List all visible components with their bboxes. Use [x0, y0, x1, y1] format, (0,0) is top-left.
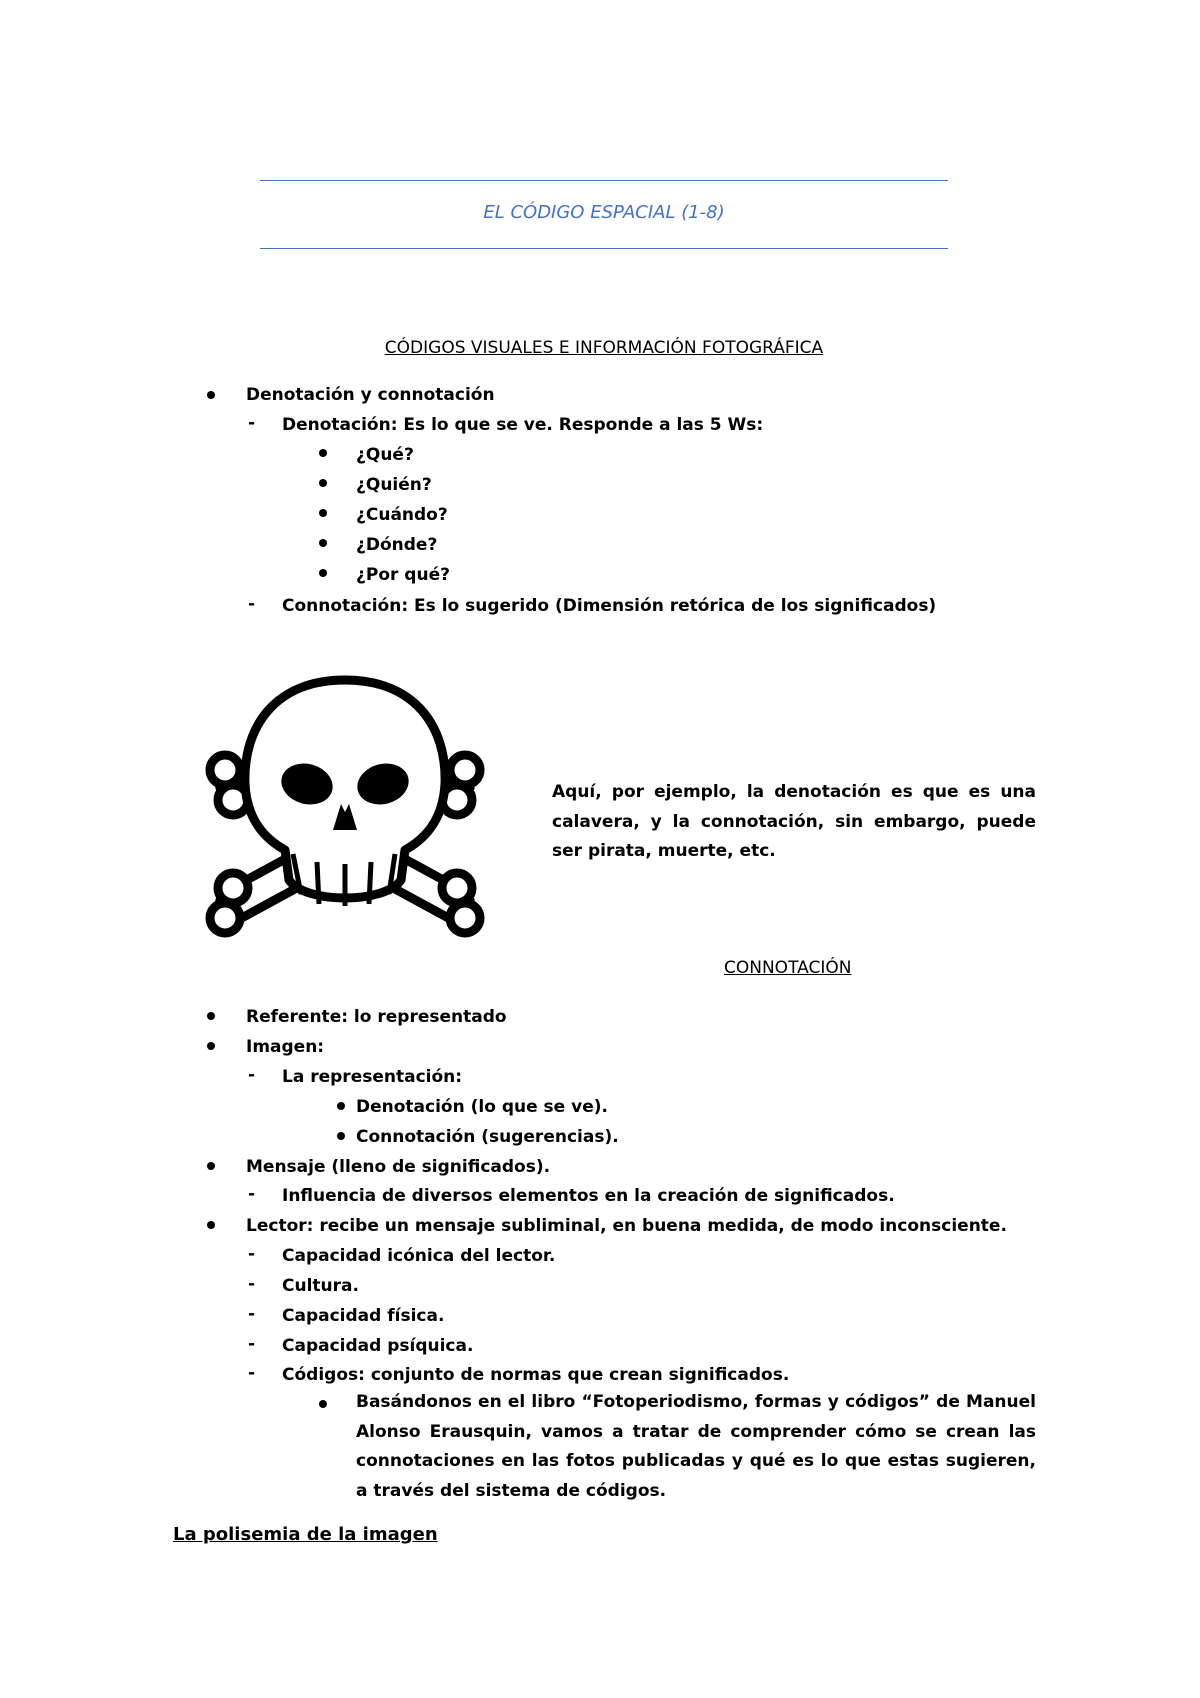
ws-item-que: ¿Qué?: [356, 445, 414, 465]
lector-item-capacidad-iconica: Capacidad icónica del lector.: [282, 1246, 556, 1266]
list-item-denotacion-connotacion: Denotación y connotación: [246, 385, 495, 405]
list-item-lector: Lector: recibe un mensaje subliminal, en buena medida, de modo inconsciente.: [246, 1216, 1007, 1236]
ws-item-cuando: ¿Cuándo?: [356, 505, 448, 525]
bullet-icon: [207, 391, 215, 399]
dash-marker: -: [248, 1334, 256, 1354]
lector-item-cultura: Cultura.: [282, 1276, 359, 1296]
dash-marker: -: [248, 1304, 256, 1324]
bullet-icon: [337, 1102, 345, 1110]
section-heading-codigos: CÓDIGOS VISUALES E INFORMACIÓN FOTOGRÁFICA: [384, 338, 824, 358]
paragraph-basandonos: Basándonos en el libro “Fotoperiodismo, formas y códigos” de Manuel Alonso Erausquin, vamos a tratar de comprender cómo se crean las connotaciones en las fotos publicadas y qué es lo que estas sugieren, a través del sistema de códigos.: [356, 1392, 1036, 1501]
bullet-icon: [207, 1221, 215, 1229]
list-item-influencia: Influencia de diversos elementos en la creación de significados.: [282, 1186, 895, 1206]
dash-marker: -: [248, 413, 256, 433]
dash-marker: -: [248, 1244, 256, 1264]
rep-item-denotacion: Denotación (lo que se ve).: [356, 1097, 608, 1117]
header-top-rule: [260, 180, 948, 181]
dash-marker: -: [248, 1274, 256, 1294]
bullet-icon: [319, 449, 327, 457]
page-title: EL CÓDIGO ESPACIAL (1-8): [483, 202, 725, 223]
list-item-mensaje: Mensaje (lleno de significados).: [246, 1157, 551, 1177]
list-item-representacion: La representación:: [282, 1067, 463, 1087]
bullet-icon: [319, 479, 327, 487]
dash-marker: -: [248, 1065, 256, 1085]
bullet-icon: [207, 1162, 215, 1170]
rep-item-connotacion: Connotación (sugerencias).: [356, 1127, 619, 1147]
ws-item-quien: ¿Quién?: [356, 475, 432, 495]
figure-caption: Aquí, por ejemplo, la denotación es que es una calavera, y la connotación, sin embargo, puede ser pirata, muerte, etc.: [552, 782, 1036, 861]
bullet-icon: [319, 509, 327, 517]
dash-marker: -: [248, 1363, 256, 1383]
list-item-imagen: Imagen:: [246, 1037, 325, 1057]
ws-item-por-que: ¿Por qué?: [356, 565, 450, 585]
lector-item-codigos: Códigos: conjunto de normas que crean significados.: [282, 1365, 790, 1385]
dash-marker: -: [248, 594, 256, 614]
bullet-icon: [319, 1400, 327, 1408]
bullet-icon: [207, 1012, 215, 1020]
header-bottom-rule: [260, 248, 948, 249]
list-item-connotacion: Connotación: Es lo sugerido (Dimensión retórica de los significados): [282, 596, 937, 616]
ws-item-donde: ¿Dónde?: [356, 535, 438, 555]
skull-crossbones-icon: [205, 672, 485, 944]
list-item-denotacion: Denotación: Es lo que se ve. Responde a las 5 Ws:: [282, 415, 764, 435]
lector-item-capacidad-psiquica: Capacidad psíquica.: [282, 1336, 474, 1356]
bullet-icon: [319, 539, 327, 547]
list-item-referente: Referente: lo representado: [246, 1007, 507, 1027]
section-heading-connotacion: CONNOTACIÓN: [724, 958, 852, 978]
bullet-icon: [207, 1042, 215, 1050]
section-heading-polisemia: La polisemia de la imagen: [173, 1524, 438, 1545]
dash-marker: -: [248, 1184, 256, 1204]
lector-item-capacidad-fisica: Capacidad física.: [282, 1306, 445, 1326]
bullet-icon: [337, 1132, 345, 1140]
bullet-icon: [319, 569, 327, 577]
